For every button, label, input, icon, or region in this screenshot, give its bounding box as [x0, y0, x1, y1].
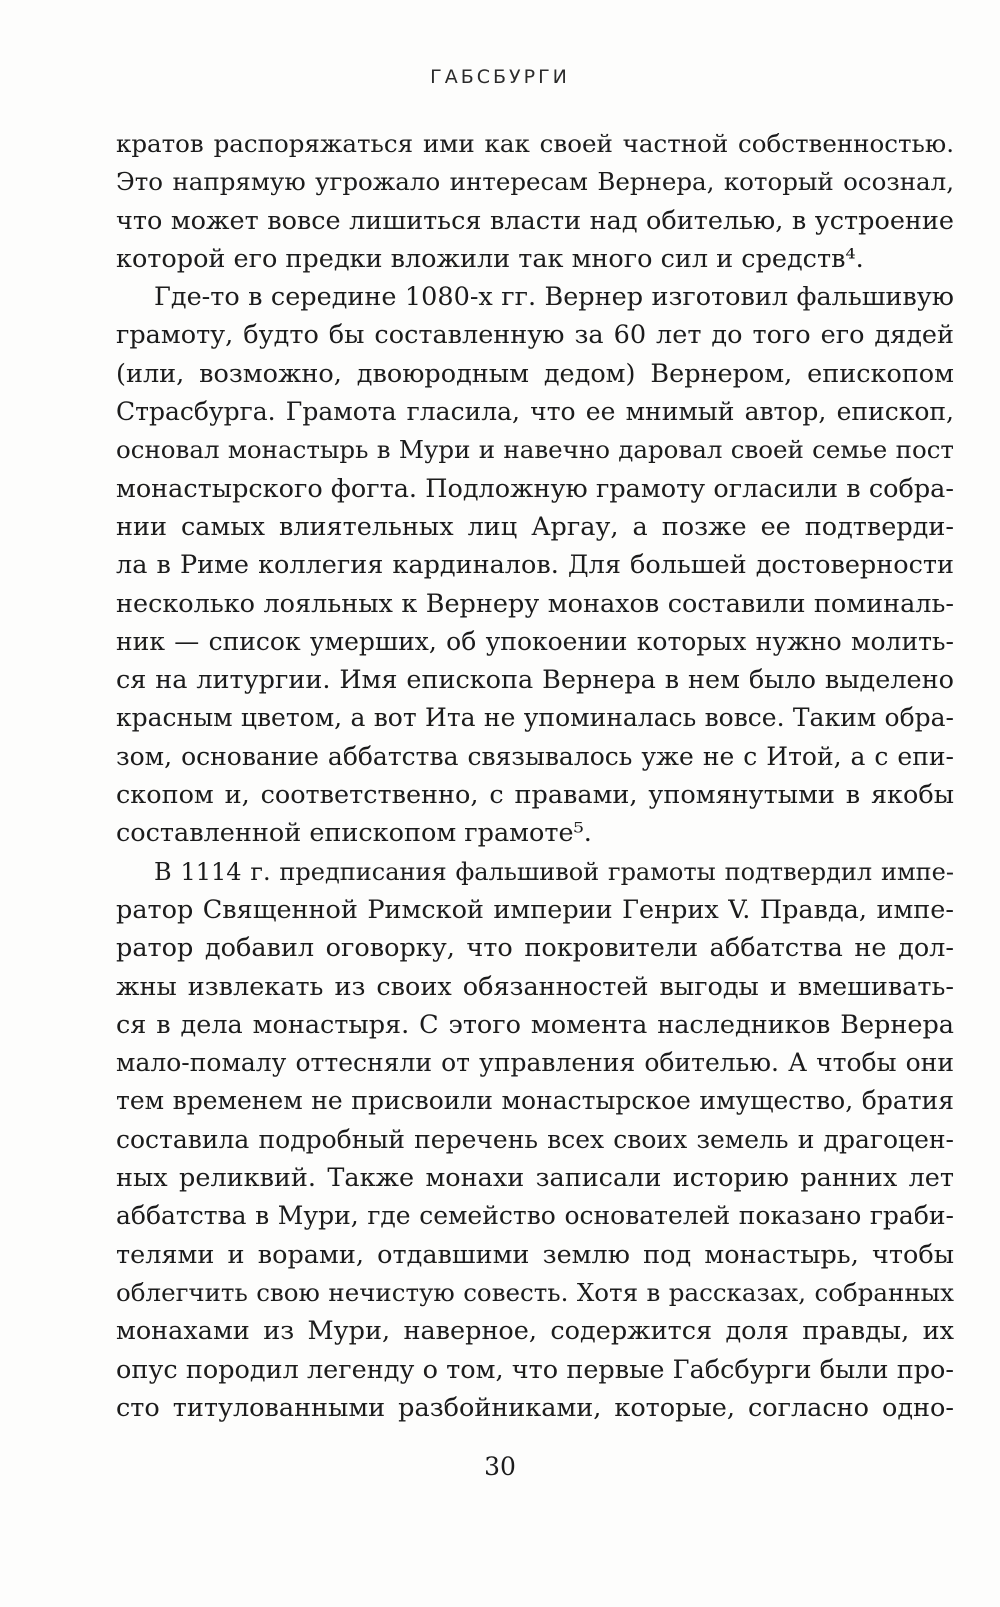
text-line: монастырского фогта. Подложную грамоту огласили в собра- [116, 473, 954, 504]
text-line: которой его предки вложили так много сил и средств⁴. [116, 243, 864, 274]
text-line: что может вовсе лишиться власти над обителью, в устроение [116, 205, 954, 236]
text-line: скопом и, соответственно, с правами, упомянутыми в якобы [116, 780, 954, 811]
text-line: зом, основание аббатства связывалось уже не с Итой, а с епи- [116, 741, 954, 771]
text-line: кратов распоряжаться ими как своей частной собственностью. [116, 129, 954, 158]
text-line: В 1114 г. предписания фальшивой грамоты подтвердил импе- [154, 857, 954, 886]
text-line: мало-помалу оттесняли от управления обителью. А чтобы они [116, 1048, 954, 1078]
text-line: грамоту, будто бы составленную за 60 лет до того его дядей [116, 320, 954, 351]
text-line: ла в Риме коллегия кардиналов. Для большей достоверности [116, 550, 954, 581]
text-line: Страсбурга. Грамота гласила, что ее мнимый автор, епископ, [116, 397, 954, 427]
text-line: ратор Священной Римской империи Генрих V. Правда, импе- [116, 894, 954, 925]
text-line: тем временем не присвоили монастырское имущество, братия [116, 1086, 954, 1116]
text-line: монахами из Мури, наверное, содержится доля правды, их [116, 1316, 954, 1347]
text-line: ратор добавил оговорку, что покровители аббатства не дол- [116, 933, 954, 964]
text-line: ных реликвий. Также монахи записали историю ранних лет [116, 1163, 954, 1194]
text-line: составленной епископом грамоте⁵. [116, 818, 592, 849]
text-line: аббатства в Мури, где семейство основателей показано граби- [116, 1201, 954, 1231]
running-head: ГАБСБУРГИ [430, 66, 570, 88]
text-line: ся на литургии. Имя епископа Вернера в нем было выделено [116, 665, 954, 696]
text-line: облегчить свою нечистую совесть. Хотя в рассказах, собранных [116, 1277, 954, 1307]
text-line: сто титулованными разбойниками, которые, согласно одно- [116, 1392, 954, 1423]
text-line: жны извлекать из своих обязанностей выгоды и вмешивать- [116, 971, 954, 1002]
text-line: ник — список умерших, об упокоении которых нужно молить- [116, 626, 954, 656]
text-line: основал монастырь в Мури и навечно даровал своей семье пост [116, 435, 954, 465]
text-line: Это напрямую угрожало интересам Вернера, который осознал, [116, 167, 954, 197]
text-line: телями и ворами, отдавшими землю под монастырь, чтобы [116, 1239, 954, 1270]
text-line: (или, возможно, двоюродным дедом) Вернером, епископом [116, 358, 954, 389]
text-line: Где-то в середине 1080-х гг. Вернер изготовил фальшивую [154, 282, 954, 313]
text-line: составила подробный перечень всех своих земель и драгоцен- [116, 1124, 954, 1154]
text-line: опус породил легенду о том, что первые Габсбурги были про- [116, 1354, 954, 1385]
text-line: ся в дела монастыря. С этого момента наследников Вернера [116, 1009, 954, 1040]
text-line: несколько лояльных к Вернеру монахов составили поминаль- [116, 588, 954, 619]
text-line: красным цветом, а вот Ита не упоминалась вовсе. Таким обра- [116, 703, 954, 733]
text-line: нии самых влиятельных лиц Аргау, а позже ее подтверди- [116, 511, 954, 542]
page-number: 30 [484, 1452, 516, 1481]
body-text [116, 125, 954, 1427]
